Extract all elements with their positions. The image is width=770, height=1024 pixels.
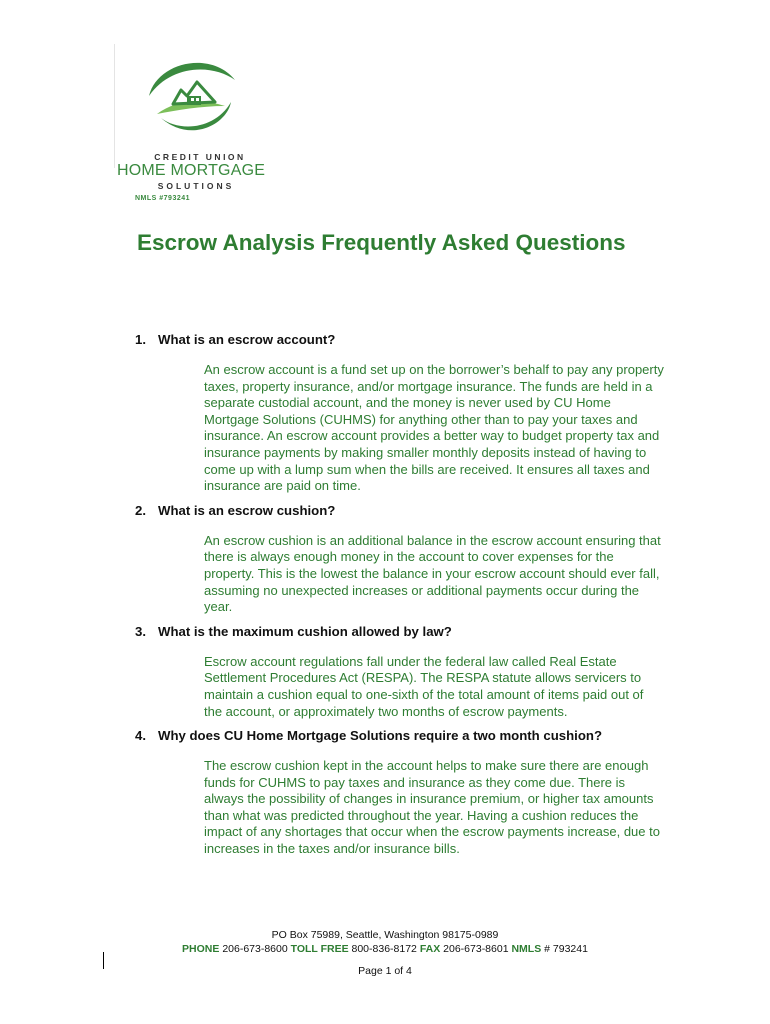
- faq-question: [135, 727, 665, 744]
- faq-question-text: Why does CU Home Mortgage Solutions require a two month cushion?: [158, 728, 602, 744]
- fax-label: FAX: [419, 943, 441, 955]
- faq-list: [135, 331, 665, 865]
- page-number: Page 1 of 4: [358, 965, 412, 977]
- toll-free-number: 800-836-8172: [351, 943, 417, 955]
- faq-item: [135, 502, 665, 616]
- nmls-label: NMLS: [511, 943, 542, 955]
- company-logo: [114, 44, 266, 202]
- faq-answer: Escrow account regulations fall under the federal law called Real Estate Settlement Procedures Act (RESPA). The RESPA statute allows servicers to maintain a cushion equal to one-sixth of the total amount of items paid out of the account, or approximately two months of escrow payments.: [204, 653, 644, 719]
- fax-number: 206-673-8601: [443, 943, 509, 955]
- faq-item: [135, 623, 665, 720]
- faq-answer: An escrow cushion is an additional balance in the escrow account ensuring that there is always enough money in the account to cover expenses for the property. This is the lowest the balance in your escrow account should ever fall, assuming no unexpected increases or additional payments occur during the year.: [204, 532, 661, 615]
- faq-question: [135, 623, 665, 640]
- toll-free-label: TOLL FREE: [290, 943, 349, 955]
- logo-credit-union-text: CREDIT UNION: [154, 152, 246, 162]
- faq-number: 1.: [135, 332, 146, 347]
- faq-answer: The escrow cushion kept in the account helps to make sure there are enough funds for CUHMS to pay taxes and insurance as they come due. There is always the possibility of changes in insurance premium, or higher tax amounts than what was predicted throughout the year. Having a cushion reduces the impact of any shortages that occur when the escrow payments increase, due to increases in the taxes and/or insurance bills.: [204, 758, 660, 857]
- phone-label: PHONE: [182, 943, 220, 955]
- faq-question-text: What is an escrow cushion?: [158, 502, 336, 518]
- page-title: Escrow Analysis Frequently Asked Questions: [137, 230, 626, 255]
- logo-nmls-text: NMLS #793241: [135, 195, 191, 202]
- faq-question: [135, 502, 665, 519]
- nmls-number: # 793241: [544, 943, 588, 955]
- faq-question: [135, 331, 665, 348]
- faq-item: [135, 331, 665, 495]
- footer-contacts: [0, 943, 770, 955]
- faq-answer: An escrow account is a fund set up on the borrower’s behalf to pay any property taxes, property insurance, and/or mortgage insurance. The funds are held in a separate custodial account, and the money is never used by CU Home Mortgage Solutions (CUHMS) for anything other than to pay your taxes and insurance. An escrow account provides a better way to budget property tax and insurance payments by making smaller monthly deposits instead of having to come up with a lump sum when the bills are received. It ensures all taxes and insurance are paid on time.: [204, 362, 664, 494]
- faq-number: 4.: [135, 728, 146, 744]
- faq-question-text: What is the maximum cushion allowed by law?: [158, 623, 452, 639]
- faq-item: [135, 727, 665, 858]
- logo-solutions-text: SOLUTIONS: [157, 181, 235, 191]
- logo-home-mortgage-text: HOME MORTGAGE: [117, 162, 266, 179]
- footer-address: PO Box 75989, Seattle, Washington 98175-0989: [271, 929, 499, 941]
- faq-number: 3.: [135, 623, 146, 639]
- house-hill-logo-icon: [131, 44, 243, 148]
- phone-number: 206-673-8600: [222, 943, 288, 955]
- faq-number: 2.: [135, 502, 146, 518]
- faq-question-text: What is an escrow account?: [158, 332, 336, 347]
